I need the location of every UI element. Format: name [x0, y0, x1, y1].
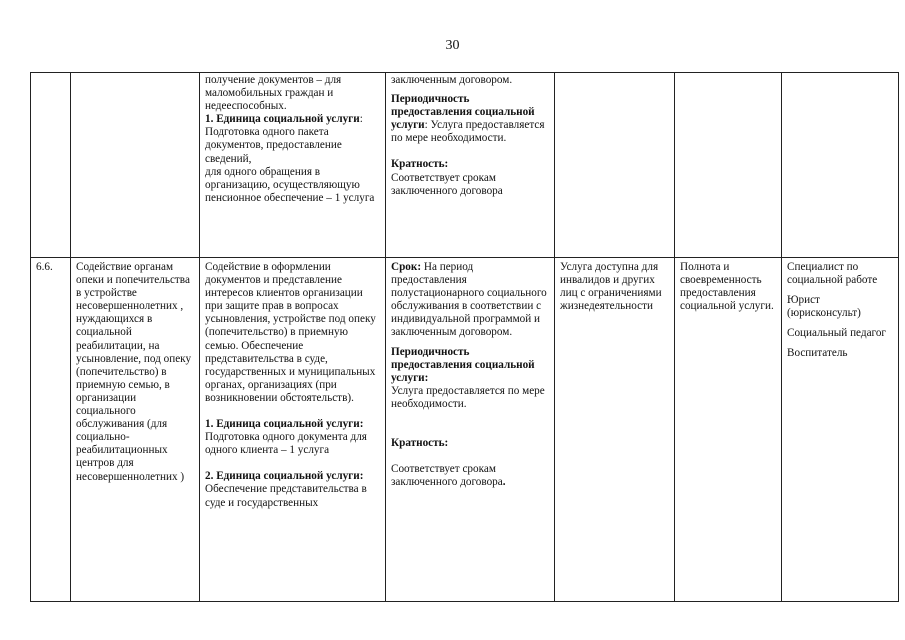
cell-staff [782, 73, 899, 258]
term-text: На период предоставления полустационарного социального обслуживания в соответствии с индивидуальной программой и заключенным договором. [391, 261, 547, 339]
unit2-heading: 2. Единица социальной услуги: [205, 470, 364, 483]
term-heading: Срок: [391, 261, 422, 273]
period-heading: Периодичность предоставления социальной услуги: [391, 345, 535, 384]
cell-quality: Полнота и своевременность предоставления социальной услуги. [675, 258, 782, 602]
multiplicity-text: Соответствует срокам заключенного договора [391, 171, 503, 197]
period-text: Услуга предоставляется по мере необходимости. [391, 384, 545, 410]
table-row-6-6 [31, 258, 899, 602]
staff-item: Воспитатель [787, 347, 848, 360]
description-text: Содействие в оформлении документов и представление интересов клиентов организации при защите прав в вопросах усыновления, устройстве под опеку (попечительство) в приемную семью. Обеспечение представительства в суде, государственных и муниципальных органах, организациях (при возникновении обстоятельств). [205, 261, 376, 404]
multiplicity-heading: Кратность: [391, 158, 449, 171]
cell-name: Содействие органам опеки и попечительства в устройстве несовершеннолетних , нуждающихся в социальной реабилитации, на усыновление, под опеку (попечительство) в приемную семью, в организации социального обслуживания (для социально-реабилитационных центров для несовершеннолетних ) [71, 258, 200, 602]
cell-num [31, 73, 71, 258]
period-heading: Периодичность предоставления социальной услуги [391, 93, 535, 132]
unit-text: Подготовка одного пакета документов, предоставление сведений, для одного обращения в организацию, осуществляющую пенсионное обеспечение – 1 услуга [205, 126, 375, 204]
cell-staff [782, 258, 899, 602]
term-text: заключенным договором. [391, 74, 513, 86]
cell-conditions: Услуга доступна для инвалидов и других лиц с ограничениями жизнедеятельности [555, 258, 675, 602]
unit-heading: 1. Единица социальной услуги [205, 113, 360, 126]
cell-num: 6.6. [31, 258, 71, 602]
cell-term [386, 258, 555, 602]
unit-colon: : [359, 113, 363, 126]
multiplicity-text: Соответствует срокам заключенного договора [391, 463, 503, 489]
table-row-continuation [31, 73, 899, 258]
description-text: получение документов – для маломобильных граждан и недееспособных. [205, 74, 342, 113]
unit2-text: Обеспечение представительства в суде и государственных [205, 483, 367, 509]
multiplicity-end: . [502, 476, 506, 489]
unit1-heading: 1. Единица социальной услуги: [205, 418, 364, 431]
period-text: : Услуга предоставляется по мере необходимости. [391, 119, 545, 145]
cell-conditions [555, 73, 675, 258]
cell-quality [675, 73, 782, 258]
staff-item: Социальный педагог [787, 327, 887, 340]
cell-description [200, 73, 386, 258]
staff-item: Юрист (юрисконсульт) [787, 294, 861, 320]
cell-name [71, 73, 200, 258]
page-number: 30 [445, 38, 460, 53]
cell-term [386, 73, 555, 258]
cell-description [200, 258, 386, 602]
staff-item: Специалист по социальной работе [787, 261, 878, 287]
unit1-text: Подготовка одного документа для одного клиента – 1 услуга [205, 431, 367, 457]
services-table [30, 72, 899, 602]
multiplicity-heading: Кратность: [391, 437, 449, 450]
